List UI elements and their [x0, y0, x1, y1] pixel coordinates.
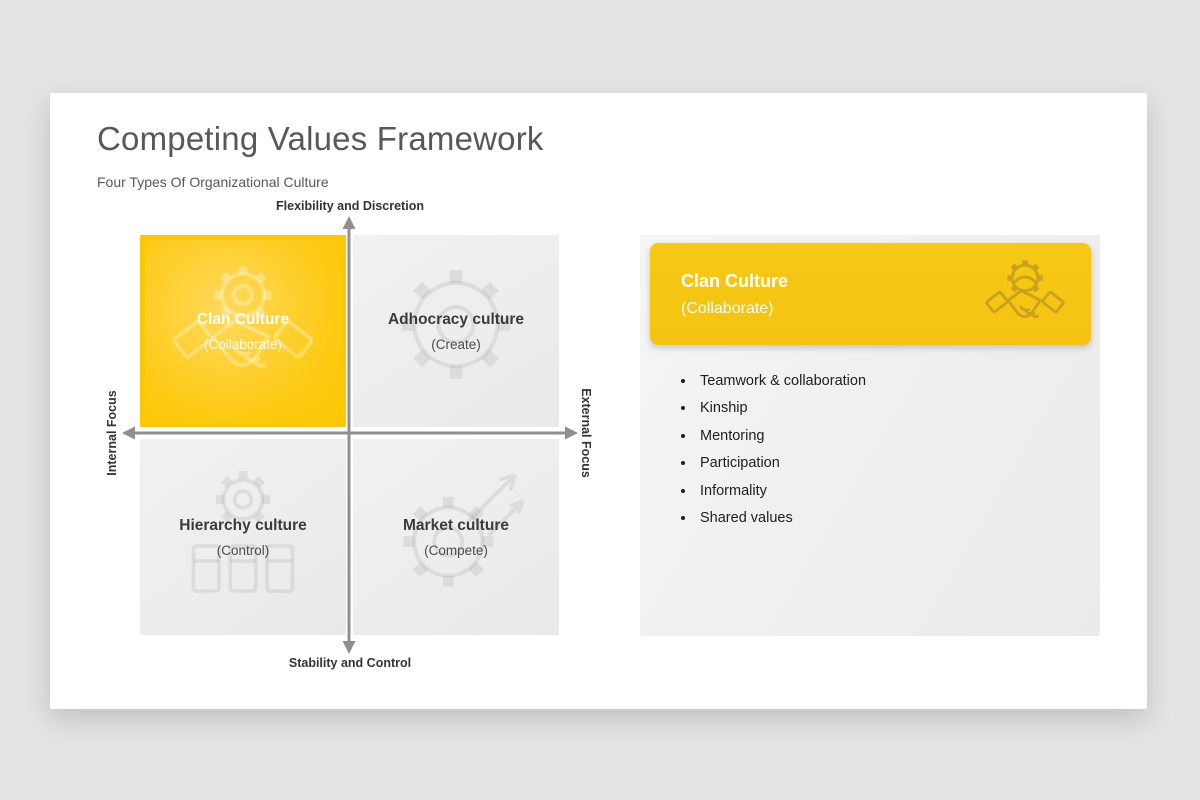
bullet-text: Kinship — [700, 400, 748, 417]
list-item — [681, 422, 866, 450]
detail-card-title: Clan Culture — [681, 270, 789, 291]
bullet-dot — [681, 406, 685, 410]
page-title: Competing Values Framework — [97, 120, 544, 157]
quadrant-hierarchy — [140, 439, 346, 635]
quadrant-subtitle: (Control) — [216, 542, 270, 558]
page-subtitle: Four Types Of Organizational Culture — [97, 174, 329, 190]
bullet-text: Mentoring — [700, 427, 765, 444]
axis-label-internal: Internal Focus — [105, 390, 119, 476]
bullet-text: Teamwork & collaboration — [700, 372, 867, 389]
quadrant-market — [353, 439, 559, 635]
axis-label-flexibility: Flexibility and Discretion — [276, 199, 424, 213]
detail-card-header — [650, 243, 1091, 345]
list-item — [681, 395, 866, 423]
list-item — [681, 450, 866, 478]
quadrant-title: Clan Culture — [196, 310, 290, 328]
bullet-dot — [681, 489, 685, 493]
bullet-text: Participation — [700, 455, 780, 472]
bullet-text: Informality — [700, 482, 767, 499]
quadrant-subtitle: (Create) — [431, 336, 481, 352]
bullet-dot — [681, 461, 685, 465]
axis-label-stability: Stability and Control — [288, 656, 412, 670]
bullet-list — [681, 367, 866, 532]
quadrant-adhocracy — [353, 235, 559, 427]
quadrant-title: Adhocracy culture — [387, 310, 525, 328]
list-item — [681, 477, 866, 505]
slide — [50, 93, 1147, 709]
bullet-text: Shared values — [700, 510, 793, 527]
bullet-dot — [681, 516, 685, 520]
bullet-dot — [681, 379, 685, 383]
bullet-dot — [681, 434, 685, 438]
detail-card-subtitle: (Collaborate) — [681, 299, 774, 317]
list-item — [681, 367, 866, 395]
quadrant-title: Hierarchy culture — [179, 516, 307, 534]
list-item — [681, 505, 866, 533]
quadrant-title: Market culture — [403, 516, 509, 534]
quadrant-subtitle: (Collaborate) — [203, 336, 283, 352]
quadrant-clan — [140, 235, 346, 427]
detail-panel — [640, 235, 1100, 636]
quadrant-subtitle: (Compete) — [424, 542, 488, 558]
axis-label-external: External Focus — [579, 388, 593, 478]
handshake-gear-icon — [985, 254, 1065, 334]
